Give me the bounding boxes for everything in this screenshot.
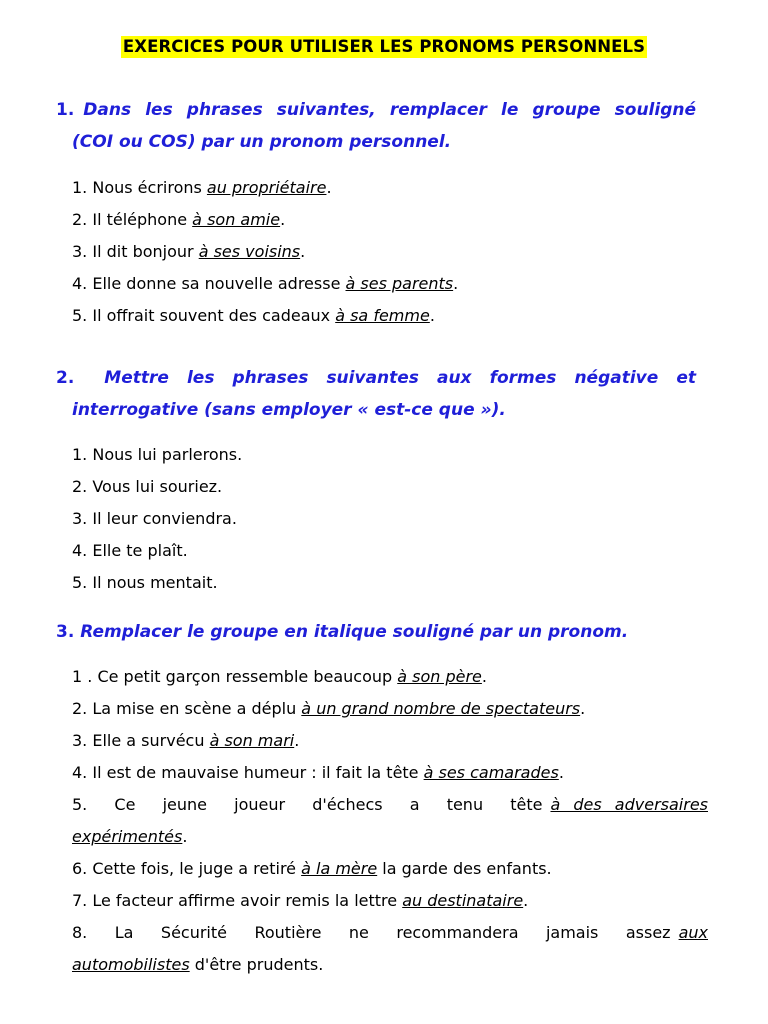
title-bar [0, 36, 768, 58]
exercise-2-heading-line-1 [56, 362, 696, 394]
exercise-1-instruction-2: (COI ou COS) par un pronom personnel. [72, 132, 452, 152]
exercise-3-item-3: 3. Elle a survécu à son mari. [72, 731, 300, 750]
exercise-2-item-4: 4. Elle te plaît. [72, 541, 188, 560]
exercise-1-number: 1. [56, 100, 75, 120]
exercise-2-instruction-2: interrogative (sans employer « est-ce que »). [72, 400, 506, 420]
exercise-2-instruction-1: Mettre les phrases suivantes aux formes négative et [104, 368, 696, 388]
exercise-2-number: 2. [56, 368, 75, 388]
exercise-1-heading-line-1 [56, 94, 696, 126]
exercise-3-item-4: 4. Il est de mauvaise humeur : il fait la tête à ses camarades. [72, 763, 564, 782]
exercise-1-item-1: 1. Nous écrirons au propriétaire. [72, 178, 332, 197]
exercise-3-item-8: 8. La Sécurité Routière ne recommandera jamais assez aux [72, 923, 708, 942]
exercise-3-item-7: 7. Le facteur affirme avoir remis la lettre au destinataire. [72, 891, 529, 910]
exercise-2-heading [56, 362, 696, 426]
exercise-3-item-1: 1 . Ce petit garçon ressemble beaucoup à son père. [72, 667, 487, 686]
exercise-3-item-6: 6. Cette fois, le juge a retiré à la mère la garde des enfants. [72, 859, 552, 878]
exercise-3-number: 3. [56, 622, 75, 642]
exercise-3-item-5: 5. Ce jeune joueur d'échecs a tenu tête à des adversaires [72, 795, 708, 814]
exercise-3-heading [56, 616, 696, 648]
exercise-3-item-8-cont: automobilistes d'être prudents. [72, 955, 324, 974]
page-title: EXERCICES POUR UTILISER LES PRONOMS PERSONNELS [122, 37, 646, 56]
exercise-1-item-3: 3. Il dit bonjour à ses voisins. [72, 242, 306, 261]
exercise-1-instruction-1: Dans les phrases suivantes, remplacer le groupe souligné [83, 100, 696, 120]
exercise-1-item-5: 5. Il offrait souvent des cadeaux à sa femme. [72, 306, 435, 325]
exercise-2-item-5: 5. Il nous mentait. [72, 573, 218, 592]
exercise-3-item-5-cont: expérimentés. [72, 827, 188, 846]
exercise-1-item-4: 4. Elle donne sa nouvelle adresse à ses parents. [72, 274, 459, 293]
exercise-2-item-1: 1. Nous lui parlerons. [72, 445, 243, 464]
exercise-2-item-2: 2. Vous lui souriez. [72, 477, 223, 496]
exercise-3-instruction: Remplacer le groupe en italique souligné par un pronom. [80, 622, 629, 642]
exercise-1-heading [56, 94, 696, 158]
exercise-3-item-2: 2. La mise en scène a déplu à un grand nombre de spectateurs. [72, 699, 586, 718]
exercise-2-item-3: 3. Il leur conviendra. [72, 509, 237, 528]
exercise-1-item-2: 2. Il téléphone à son amie. [72, 210, 286, 229]
